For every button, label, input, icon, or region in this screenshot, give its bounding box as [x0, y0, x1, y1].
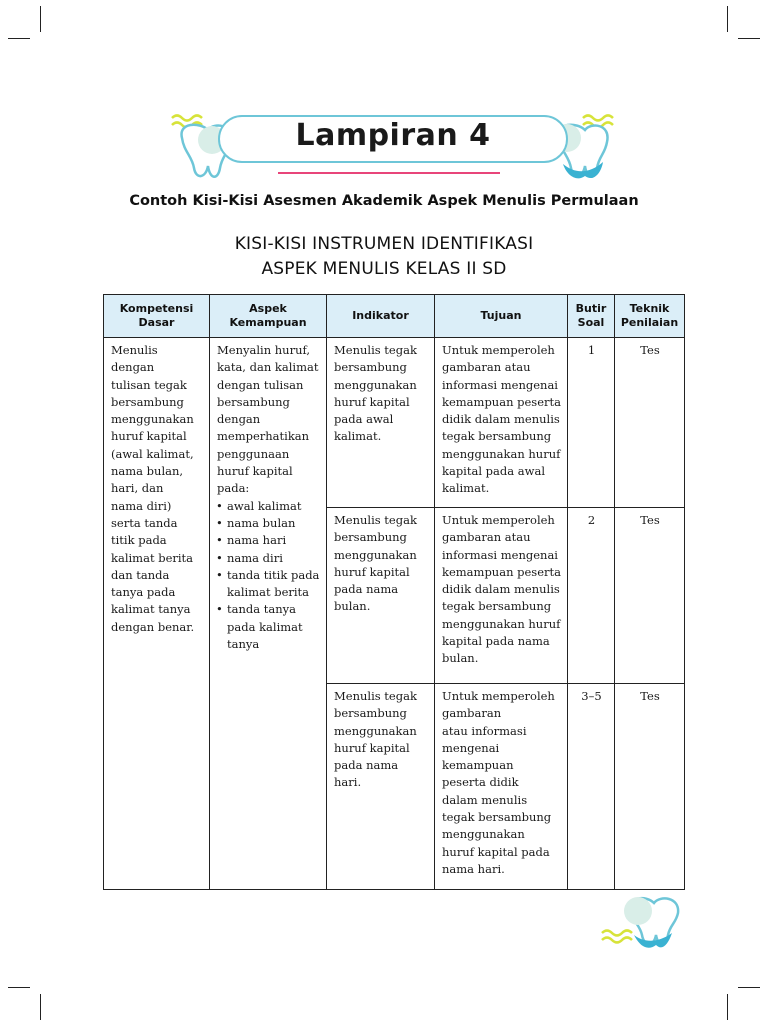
- header-line: Kompetensi: [119, 302, 194, 315]
- crop-mark: [738, 987, 760, 988]
- text-line: menggunakan: [442, 827, 525, 842]
- header-teknik-penilaian: [615, 295, 685, 338]
- kompetensi-dasar-cell: [104, 338, 210, 890]
- butir-soal-cell: 1: [568, 338, 615, 508]
- text-line: atau informasi: [442, 723, 527, 738]
- list-item: [217, 567, 320, 602]
- crop-mark: [8, 38, 30, 39]
- text-line: tegak bersambung: [442, 810, 552, 825]
- text-line: huruf kapital: [334, 394, 410, 409]
- decorative-tooth-bottom-icon: [600, 893, 685, 955]
- text-line: didik dalam menulis: [442, 412, 560, 427]
- teknik-penilaian-cell: Tes: [615, 684, 685, 890]
- page-title: Lampiran 4: [295, 118, 491, 153]
- text-line: • nama hari: [227, 533, 287, 548]
- crop-mark: [727, 6, 728, 32]
- list-item: [217, 601, 320, 653]
- text-line: kemampuan peserta: [442, 564, 561, 579]
- table-heading-line1: KISI-KISI INSTRUMEN IDENTIFIKASI: [234, 234, 534, 254]
- header-tujuan: [435, 295, 568, 338]
- header-line: Tujuan: [480, 309, 522, 322]
- indikator-cell: [327, 508, 435, 684]
- text-line: tegak bersambung: [442, 599, 552, 614]
- text-line: huruf kapital pada: [442, 844, 550, 859]
- text-line: pada awal: [334, 412, 394, 427]
- text-line: bulan.: [442, 651, 479, 666]
- crop-mark: [40, 6, 41, 32]
- text-line: menggunakan: [334, 723, 417, 738]
- text-line: Menulis tegak: [334, 513, 417, 527]
- text-line: kalimat tanya: [111, 602, 191, 617]
- text-line: dengan: [217, 412, 261, 427]
- text-line: kapital pada nama: [442, 634, 550, 649]
- list-item: [217, 550, 320, 567]
- text-line: informasi mengenai: [442, 547, 558, 562]
- header-aspek-kemampuan: [210, 295, 327, 338]
- text-line: Menulis tegak: [334, 343, 417, 357]
- text-line: • awal kalimat: [227, 498, 302, 513]
- text-line: bersambung: [334, 706, 407, 721]
- table-header-row: [104, 295, 685, 338]
- list-item: [217, 532, 320, 549]
- text-line: menggunakan huruf: [442, 616, 561, 631]
- text-line: (awal kalimat,: [111, 446, 194, 461]
- text-line: dengan: [111, 360, 155, 375]
- crop-mark: [727, 994, 728, 1020]
- text-line: didik dalam menulis: [442, 582, 560, 597]
- text-line: dengan tulisan: [217, 377, 304, 392]
- text-line: pada:: [217, 481, 250, 496]
- teknik-penilaian-cell: Tes: [615, 338, 685, 508]
- indikator-cell: [327, 684, 435, 890]
- text-line: • tanda tanya: [227, 602, 296, 617]
- text-line: huruf kapital: [217, 464, 293, 479]
- text-line: pada kalimat: [227, 619, 303, 634]
- list-item: [217, 515, 320, 532]
- text-line: nama hari.: [442, 861, 505, 876]
- aspek-bullet-list: [217, 498, 320, 654]
- text-line: gambaran: [442, 706, 502, 721]
- text-line: nama diri): [111, 498, 172, 513]
- table-row: [104, 338, 685, 508]
- aspek-kemampuan-cell: [210, 338, 327, 890]
- text-line: tegak bersambung: [442, 429, 552, 444]
- text-line: hari, dan: [111, 481, 164, 496]
- tujuan-cell: [435, 508, 568, 684]
- text-line: pada nama: [334, 758, 399, 773]
- header-indikator: [327, 295, 435, 338]
- text-line: kemampuan peserta: [442, 394, 561, 409]
- butir-soal-cell: 2: [568, 508, 615, 684]
- header-butir-soal: [568, 295, 615, 338]
- header-line: Soal: [577, 316, 605, 329]
- text-line: tanya pada: [111, 585, 176, 600]
- text-line: • nama diri: [227, 550, 283, 565]
- text-line: kata, dan kalimat: [217, 360, 319, 375]
- text-line: titik pada: [111, 533, 167, 548]
- text-line: kemampuan: [442, 758, 514, 773]
- text-line: informasi mengenai: [442, 377, 558, 392]
- text-line: • tanda titik pada: [227, 567, 320, 582]
- header-line: Teknik: [629, 302, 670, 315]
- text-line: gambaran atau: [442, 530, 531, 545]
- text-line: gambaran atau: [442, 360, 531, 375]
- butir-soal-cell: 3–5: [568, 684, 615, 890]
- teknik-penilaian-cell: Tes: [615, 508, 685, 684]
- text-line: Untuk memperoleh: [442, 513, 555, 527]
- text-line: kalimat berita: [111, 550, 194, 565]
- text-line: penggunaan: [217, 446, 290, 461]
- crop-mark: [40, 994, 41, 1020]
- header-line: Penilaian: [620, 316, 679, 329]
- crop-mark: [738, 38, 760, 39]
- text-line: huruf kapital: [334, 740, 410, 755]
- text-line: memperhatikan: [217, 429, 310, 444]
- text-line: kapital pada awal: [442, 464, 546, 479]
- header-line: Indikator: [352, 309, 409, 322]
- indikator-cell: [327, 338, 435, 508]
- text-line: Menyalin huruf,: [217, 343, 310, 357]
- text-line: menggunakan: [334, 547, 417, 562]
- text-line: serta tanda: [111, 515, 178, 530]
- header-line: Aspek: [249, 302, 287, 315]
- text-line: kalimat berita: [227, 585, 310, 600]
- text-line: nama bulan,: [111, 464, 184, 479]
- crop-mark: [8, 987, 30, 988]
- text-line: dengan benar.: [111, 619, 195, 634]
- text-line: menggunakan huruf: [442, 446, 561, 461]
- text-line: dalam menulis: [442, 792, 528, 807]
- text-line: menggunakan: [111, 412, 194, 427]
- text-line: • nama bulan: [227, 515, 296, 530]
- text-line: tulisan tegak: [111, 377, 187, 392]
- text-line: kalimat.: [334, 429, 382, 444]
- table-heading-line2: ASPEK MENULIS KELAS II SD: [261, 259, 507, 279]
- text-line: peserta didik: [442, 775, 519, 790]
- text-line: Untuk memperoleh: [442, 343, 555, 357]
- header-line: Kemampuan: [229, 316, 307, 329]
- text-line: bersambung: [334, 360, 407, 375]
- text-line: bersambung: [334, 530, 407, 545]
- text-line: menggunakan: [334, 377, 417, 392]
- header-kompetensi-dasar: [104, 295, 210, 338]
- text-line: kalimat.: [442, 481, 490, 496]
- text-line: bersambung: [217, 394, 290, 409]
- text-line: huruf kapital: [334, 564, 410, 579]
- text-line: pada nama: [334, 582, 399, 597]
- text-line: Menulis: [111, 343, 158, 357]
- title-underline: [278, 172, 500, 174]
- tujuan-cell: [435, 684, 568, 890]
- text-line: tanya: [227, 637, 260, 652]
- text-line: mengenai: [442, 740, 500, 755]
- text-line: bulan.: [334, 599, 371, 614]
- header-line: Butir: [575, 302, 607, 315]
- list-item: [217, 498, 320, 515]
- text-line: huruf kapital: [111, 429, 187, 444]
- tujuan-cell: [435, 338, 568, 508]
- text-line: bersambung: [111, 394, 184, 409]
- page-subtitle: Contoh Kisi-Kisi Asesmen Akademik Aspek Menulis Permulaan: [129, 193, 639, 209]
- header-line: Dasar: [138, 316, 175, 329]
- text-line: Untuk memperoleh: [442, 689, 555, 703]
- text-line: dan tanda: [111, 567, 170, 582]
- text-line: Menulis tegak: [334, 689, 417, 703]
- kisi-kisi-table: [103, 294, 685, 890]
- text-line: hari.: [334, 775, 362, 790]
